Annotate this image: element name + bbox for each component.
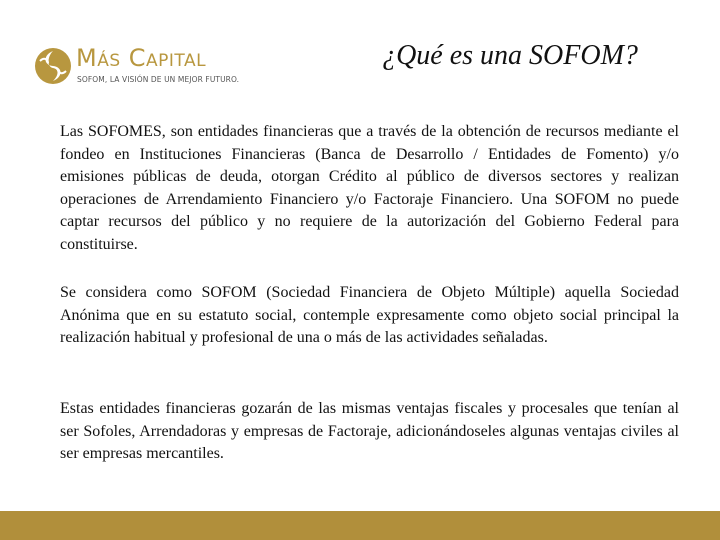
swirl-logo-icon [34, 47, 72, 85]
paragraph-ventajas: Estas entidades financieras gozarán de las mismas ventajas fiscales y procesales que tenían al ser Sofoles, Arrendadoras y empresas de Factoraje, adicionándoseles algunas ventajas civiles al ser empresas mercantiles. [60, 400, 679, 462]
brand-name: Más Capital [76, 44, 207, 72]
paragraph-sociedad: Se considera como SOFOM (Sociedad Financiera de Objeto Múltiple) aquella Sociedad Anónima que en su estatuto social, contemple expresamente como objeto social principal la realización habitual y profesional de una o más de las actividades señaladas. [60, 284, 679, 346]
brand-logo [34, 44, 274, 94]
footer-bar [0, 511, 720, 540]
slide-title: ¿Qué es una SOFOM? [382, 40, 638, 71]
paragraph-definition: Las SOFOMES, son entidades financieras que a través de la obtención de recursos mediante el fondeo en Instituciones Financieras (Banca de Desarrollo / Entidades de Fomento) y/o emisiones públicas de deuda, otorgan Crédito al público de diversos sectores y realizan operaciones de Arrendamiento Financiero y/o Factoraje Financiero. Una SOFOM no puede captar recursos del público y no requiere de la autorización del Gobierno Federal para constituirse. [60, 123, 679, 253]
brand-tagline: SOFOM, LA VISIÓN DE UN MEJOR FUTURO. [77, 75, 240, 84]
